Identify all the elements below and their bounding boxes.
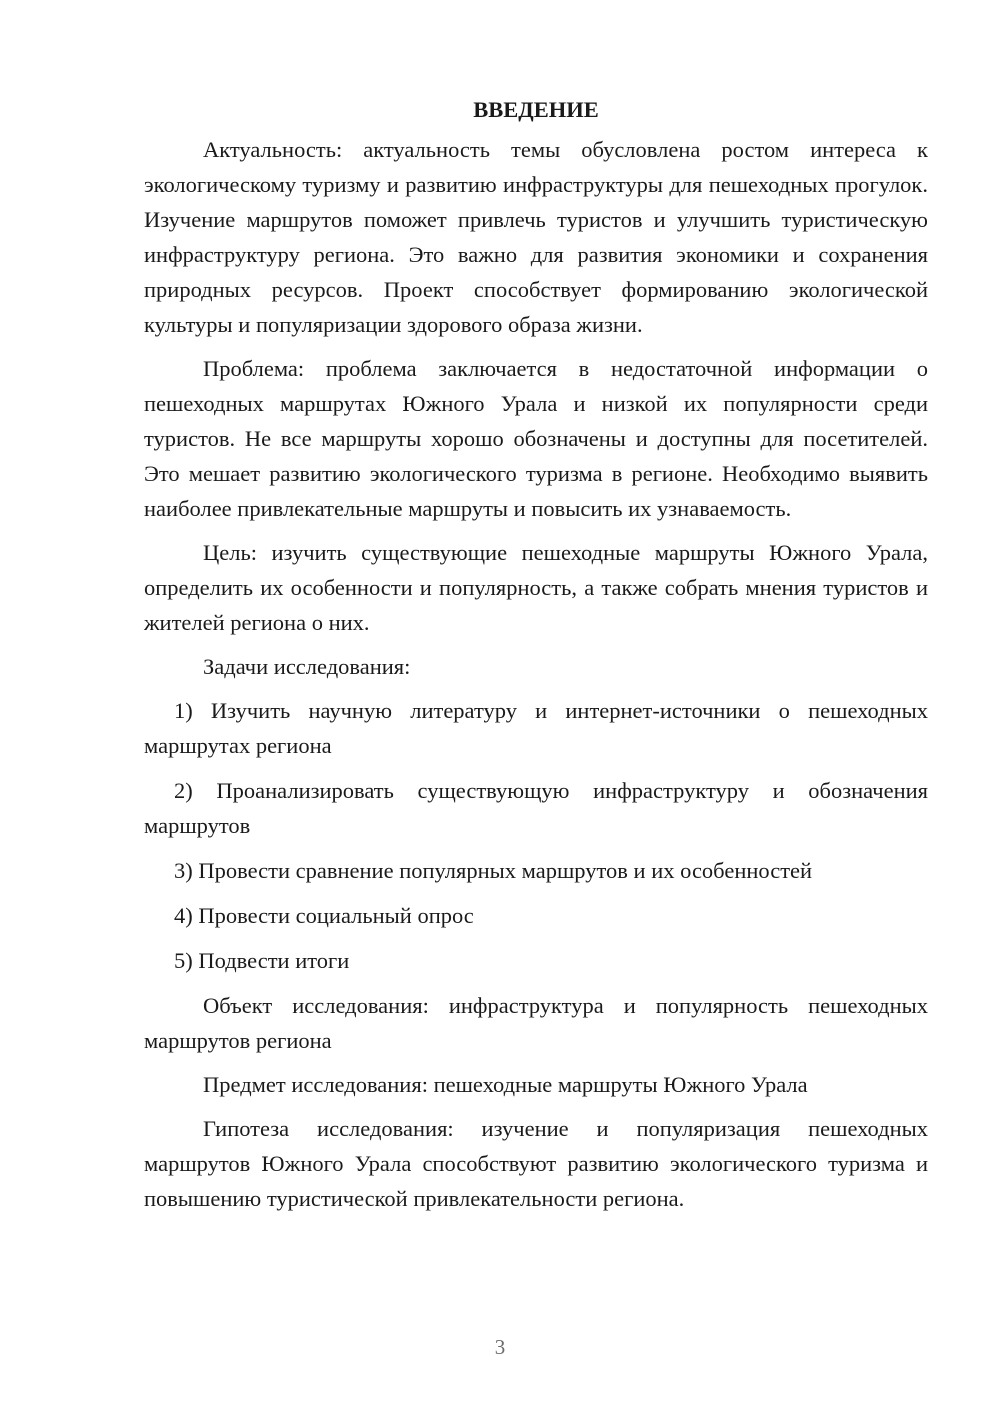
task-item-3: 3) Провести сравнение популярных маршрутов и их особенностей: [174, 858, 813, 883]
goal-paragraph: Цель: изучить существующие пешеходные маршруты Южного Урала, определить их особенности и популярность, а также собрать мнения туристов и жителей региона о них.: [144, 540, 928, 635]
relevance-paragraph: Актуальность: актуальность темы обусловлена ростом интереса к экологическому туризму и развитию инфраструктуры для пешеходных прогулок. Изучение маршрутов поможет привлечь туристов и улучшить туристическую инфраструктуру региона. Это важно для развития экономики и сохранения природных ресурсов. Проект способствует формированию экологической культуры и популяризации здорового образа жизни.: [144, 137, 928, 337]
page-content: [144, 92, 928, 1225]
section-heading: ВВЕДЕНИЕ: [473, 97, 599, 122]
problem-paragraph: Проблема: проблема заключается в недостаточной информации о пешеходных маршрутах Южного Урала и низкой их популярности среди туристов. Не все маршруты хорошо обозначены и доступны для посетителей. Это мешает развитию экологического туризма в регионе. Необходимо выявить наиболее привлекательные маршруты и повысить их узнаваемость.: [144, 356, 928, 521]
task-item-1: 1) Изучить научную литературу и интернет-источники о пешеходных маршрутах региона: [144, 698, 928, 758]
subject-paragraph: Предмет исследования: пешеходные маршруты Южного Урала: [203, 1072, 808, 1097]
page-number: 3: [494, 1335, 506, 1359]
task-item-4: 4) Провести социальный опрос: [174, 903, 474, 928]
tasks-heading: Задачи исследования:: [203, 654, 411, 679]
object-paragraph: Объект исследования: инфраструктура и популярность пешеходных маршрутов региона: [144, 993, 928, 1053]
task-item-2: 2) Проанализировать существующую инфраструктуру и обозначения маршрутов: [144, 778, 928, 838]
hypothesis-paragraph: Гипотеза исследования: изучение и популяризация пешеходных маршрутов Южного Урала способствуют развитию экологического туризма и повышению туристической привлекательности региона.: [144, 1116, 928, 1211]
task-item-5: 5) Подвести итоги: [174, 948, 350, 973]
